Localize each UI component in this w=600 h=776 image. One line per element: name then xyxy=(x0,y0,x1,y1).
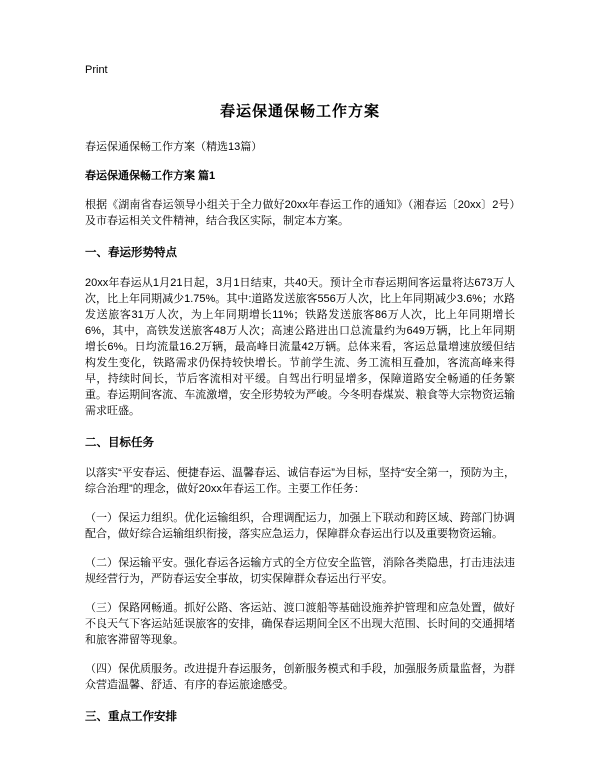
page-title: 春运保通保畅工作方案 xyxy=(219,103,380,120)
section-title: 春运保通保畅工作方案 篇1 xyxy=(85,170,216,182)
paragraph-task-2: （二）保运输平安。强化春运各运输方式的全方位安全监管，消除各类隐患，打击违法违规经营行为，严防春运安全事故，切实保障群众春运出行平安。 xyxy=(85,557,515,585)
section-heading-3: 三、重点工作安排 xyxy=(85,711,177,723)
section-heading-1: 一、春运形势特点 xyxy=(85,247,177,259)
print-button[interactable]: Print xyxy=(85,64,108,76)
paragraph-task-3: （三）保路网畅通。抓好公路、客运站、渡口渡船等基础设施养护管理和应急处置，做好不良天气下客运站延误旅客的安排，确保春运期间全区不出现大范围、长时间的交通拥堵和旅客滞留等现象。 xyxy=(85,602,515,646)
section-heading-2: 二、目标任务 xyxy=(85,437,154,449)
paragraph-intro: 根据《湖南省春运领导小组关于全力做好20xx年春运工作的通知》（湘春运〔20xx〕2号）及市春运相关文件精神，结合我区实际，制定本方案。 xyxy=(85,199,515,227)
paragraph-task-4: （四）保优质服务。改进提升春运服务，创新服务模式和手段，加强服务质量监督，为群众营造温馨、舒适、有序的春运旅途感受。 xyxy=(85,663,515,691)
paragraph-situation: 20xx年春运从1月21日起，3月1日结束，共40天。预计全市春运期间客运量将达673万人次，比上年同期减少1.75%。其中:道路发送旅客556万人次，比上年同期减少3.6%；水路发送旅客31万人次，为上年同期增长11%；铁路发送旅客86万人次，比上年同期增长6%，其中，高铁发送旅客48万人次；高速公路进出口总流量约为649万辆，比上年同期增长6%。日均流量16.2万辆，最高峰日流量42万辆。总体来看，客运总量增速放缓但结构发生变化，铁路需求仍保持较快增长。节前学生流、务工流相互叠加，客流高峰来得早，持续时间长，节后客流相对平缓。自驾出行明显增多，保障道路安全畅通的任务繁重。春运期间客流、车流激增，安全形势较为严峻。今冬明春煤炭、粮食等大宗物资运输需求旺盛。 xyxy=(85,277,515,417)
paragraph-task-1: （一）保运力组织。优化运输组织，合理调配运力，加强上下联动和跨区域、跨部门协调配合，做好综合运输组织衔接，落实应急运力，保障群众春运出行以及重要物资运输。 xyxy=(85,512,515,540)
paragraph-goals: 以落实“平安春运、便捷春运、温馨春运、诚信春运”为目标，坚持“安全第一，预防为主，综合治理”的理念，做好20xx年春运工作。主要工作任务： xyxy=(85,467,515,495)
document-subtitle: 春运保通保畅工作方案（精选13篇） xyxy=(85,141,263,153)
